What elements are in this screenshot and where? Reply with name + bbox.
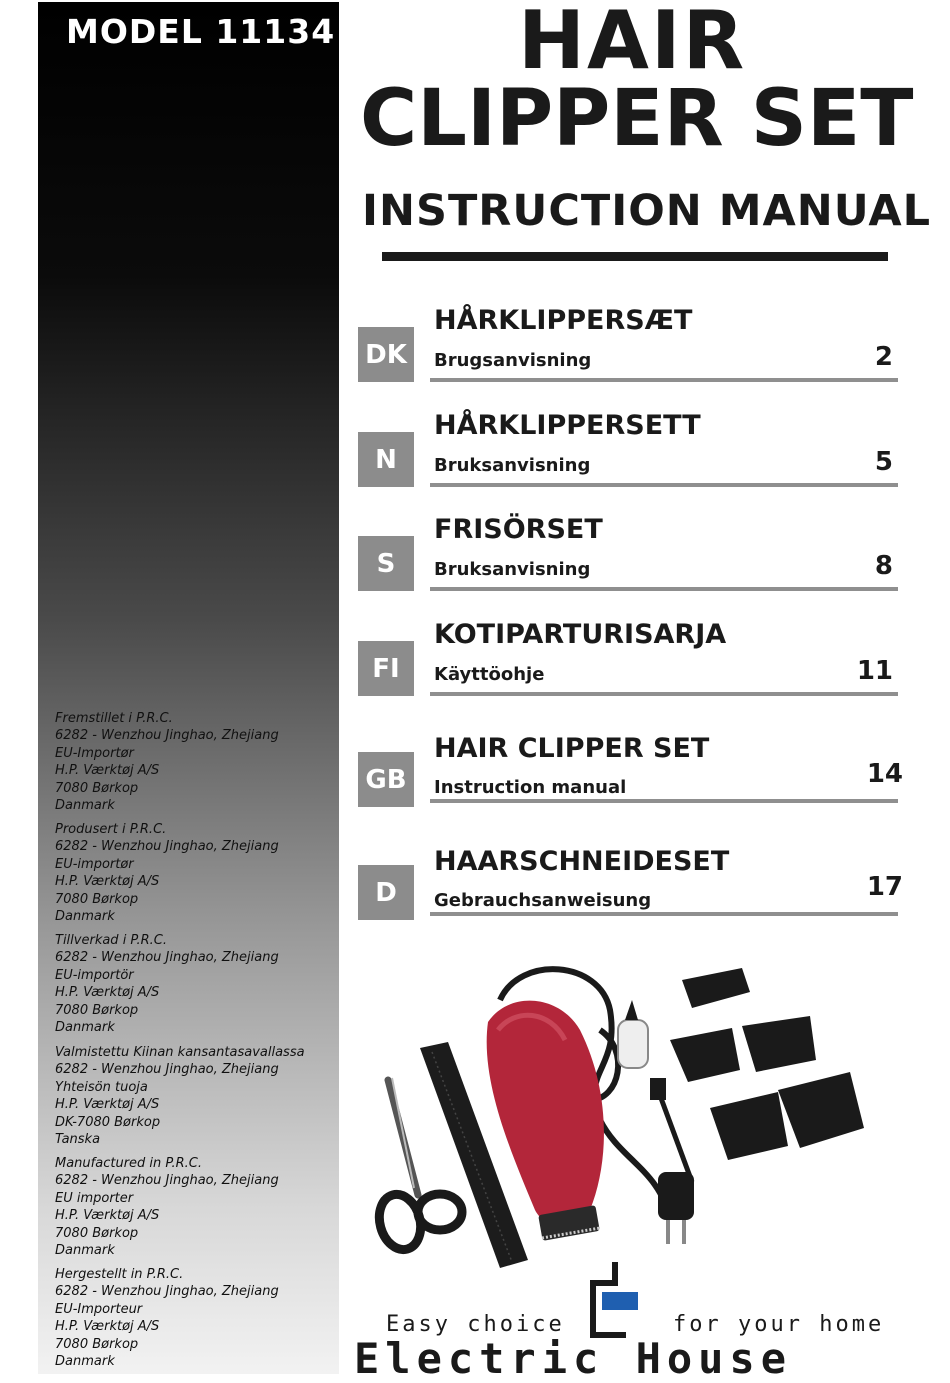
language-entry-n[interactable] — [358, 410, 903, 520]
language-entry-s[interactable] — [358, 514, 903, 624]
comb-attachments-icon — [670, 968, 864, 1160]
page-number: 11 — [856, 656, 893, 686]
address-line: Manufactured in P.R.C. — [55, 1156, 202, 1171]
language-subtitle: Bruksanvisning — [434, 455, 591, 476]
language-subtitle: Käyttöohje — [434, 664, 545, 685]
address-line: Valmistettu Kiinan kansantasavallassa — [55, 1045, 305, 1060]
address-line: EU-Importør — [55, 745, 134, 761]
address-block — [55, 1044, 335, 1148]
address-block — [55, 1155, 335, 1259]
product-illustration — [370, 960, 910, 1290]
address-line: 6282 - Wenzhou Jinghao, Zhejiang — [55, 728, 279, 744]
address-block — [55, 710, 335, 814]
language-subtitle: Brugsanvisning — [434, 350, 592, 371]
address-line: 6282 - Wenzhou Jinghao, Zhejiang — [55, 1284, 279, 1300]
address-line: EU importer — [55, 1190, 134, 1206]
address-line: H.P. Værktøj A/S — [55, 763, 160, 779]
language-title: HÅRKLIPPERSÆT — [434, 305, 693, 336]
slogan-left: Easy choice — [386, 1312, 565, 1337]
title-line-1: HAIR — [518, 0, 747, 87]
entry-underline — [430, 483, 898, 487]
language-code-badge: FI — [358, 641, 414, 696]
language-entry-gb[interactable] — [358, 733, 903, 843]
address-line: DK-7080 Børkop — [55, 1114, 161, 1130]
language-entry-fi[interactable] — [358, 619, 903, 729]
address-line: EU-Importeur — [55, 1301, 143, 1317]
page-number: 8 — [874, 551, 893, 581]
address-line: EU-importør — [55, 856, 134, 872]
language-entry-d[interactable] — [358, 846, 903, 956]
page-number: 14 — [866, 759, 903, 789]
entry-underline — [430, 799, 898, 803]
address-line: 7080 Børkop — [55, 1002, 139, 1018]
address-line: 7080 Børkop — [55, 1336, 139, 1352]
address-line: H.P. Værktøj A/S — [55, 1097, 160, 1113]
electric-house-logo-icon — [588, 1262, 644, 1338]
language-title: KOTIPARTURISARJA — [434, 619, 727, 650]
address-line: EU-importör — [55, 967, 134, 983]
address-line: 6282 - Wenzhou Jinghao, Zhejiang — [55, 839, 279, 855]
address-line: 7080 Børkop — [55, 780, 139, 796]
address-line: 7080 Børkop — [55, 1225, 139, 1241]
address-line: Tillverkad i P.R.C. — [55, 933, 167, 948]
oil-bottle-icon — [618, 1000, 648, 1068]
brush-icon — [650, 1078, 692, 1182]
address-line: H.P. Værktøj A/S — [55, 1319, 160, 1335]
title-line-2: CLIPPER SET — [360, 74, 914, 164]
address-block — [55, 932, 335, 1036]
language-title: HÅRKLIPPERSETT — [434, 410, 701, 441]
address-line: Yhteisön tuoja — [55, 1079, 148, 1095]
address-line: Fremstillet i P.R.C. — [55, 711, 173, 726]
slogan-right: for your home — [673, 1312, 885, 1337]
address-line: 6282 - Wenzhou Jinghao, Zhejiang — [55, 950, 279, 966]
page-number: 2 — [874, 342, 893, 372]
language-code-badge: D — [358, 865, 414, 920]
entry-underline — [430, 692, 898, 696]
address-block — [55, 821, 335, 925]
address-block — [55, 1266, 335, 1370]
page-number: 5 — [874, 447, 893, 477]
language-title: FRISÖRSET — [434, 514, 603, 545]
address-line: 6282 - Wenzhou Jinghao, Zhejiang — [55, 1173, 279, 1189]
plug-icon — [658, 1172, 694, 1244]
language-subtitle: Bruksanvisning — [434, 559, 591, 580]
brand-name: Electric House — [354, 1334, 793, 1383]
manual-subtitle: INSTRUCTION MANUAL — [362, 186, 932, 236]
language-code-badge: DK — [358, 327, 414, 382]
address-line: 6282 - Wenzhou Jinghao, Zhejiang — [55, 1062, 279, 1078]
address-line: Danmark — [55, 1354, 115, 1370]
language-subtitle: Instruction manual — [434, 777, 627, 798]
entry-underline — [430, 587, 898, 591]
entry-underline — [430, 912, 898, 916]
address-line: Danmark — [55, 1243, 115, 1259]
language-code-badge: GB — [358, 752, 414, 807]
address-line: Danmark — [55, 909, 115, 925]
address-line: Tanska — [55, 1132, 101, 1148]
address-line: H.P. Værktøj A/S — [55, 985, 160, 1001]
address-line: Danmark — [55, 798, 115, 814]
language-code-badge: N — [358, 432, 414, 487]
language-subtitle: Gebrauchsanweisung — [434, 890, 652, 911]
language-title: HAIR CLIPPER SET — [434, 733, 710, 764]
page-number: 17 — [866, 872, 903, 902]
language-code-badge: S — [358, 536, 414, 591]
language-entry-dk[interactable] — [358, 305, 903, 415]
address-line: H.P. Værktøj A/S — [55, 1208, 160, 1224]
entry-underline — [430, 378, 898, 382]
address-line: 7080 Børkop — [55, 891, 139, 907]
address-line: Produsert i P.R.C. — [55, 822, 167, 837]
address-line: Hergestellt in P.R.C. — [55, 1267, 184, 1282]
model-number: MODEL 11134 — [66, 12, 336, 51]
address-line: H.P. Værktøj A/S — [55, 874, 160, 890]
address-line: Danmark — [55, 1020, 115, 1036]
title-divider — [382, 252, 888, 261]
language-title: HAARSCHNEIDESET — [434, 846, 730, 877]
